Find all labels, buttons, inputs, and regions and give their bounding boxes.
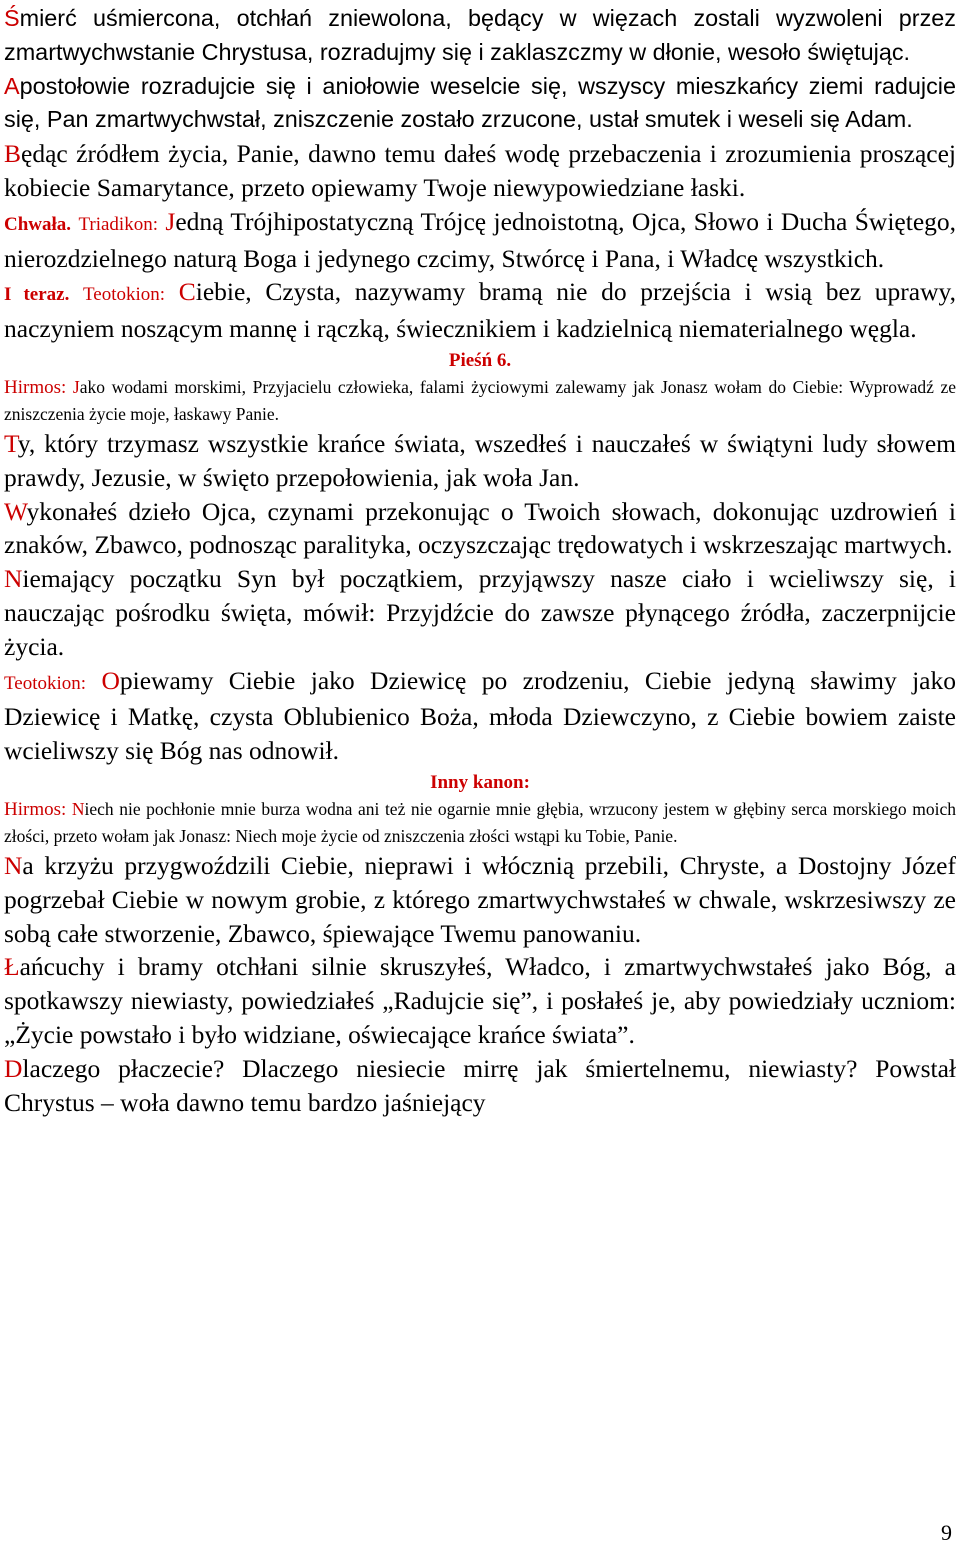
initial-letter: O bbox=[101, 665, 120, 695]
initial-letter: C bbox=[178, 277, 196, 307]
initial-letter: Ł bbox=[4, 952, 20, 982]
section-heading-ode-6: Pieśń 6. bbox=[448, 349, 512, 371]
paragraph-text: mierć uśmiercona, otchłań zniewolona, będący w więzach zostali wyzwoleni przez zmartwychwstanie Chrystusa, rozradujmy się i zaklaszczmy w dłonie, wesoło świętując. bbox=[4, 5, 956, 65]
rubric-label: Teotokion: bbox=[83, 284, 166, 306]
paragraph-text: edną Trójhipostatyczną Trójcę jednoistotną, Ojca, Słowo i Ducha Świętego, nierozdzielnego naturą Boga i jedynego czcimy, Stwórcę i Pana, i Władcę wszystkich. bbox=[4, 206, 957, 273]
paragraph-2 bbox=[4, 70, 956, 138]
paragraph-troparion-5 bbox=[4, 950, 956, 1051]
paragraph-1 bbox=[4, 2, 956, 70]
paragraph-text: iech nie pochłonie mnie burza wodna ani też nie ogarnie mnie głębia, wrzucony jestem w głębiny serca morskiego moich złości, przeto wołam jak Jonasz: Niech moje życie od zniszczenia złości wstąpi ku Tobie, Panie. bbox=[4, 798, 957, 846]
rubric-lead: Chwała. bbox=[4, 213, 72, 235]
paragraph-troparion-4 bbox=[4, 849, 956, 950]
hirmos-paragraph bbox=[4, 374, 956, 427]
initial-letter: W bbox=[4, 496, 27, 526]
section-heading-other-canon: Inny kanon: bbox=[430, 771, 530, 793]
paragraph-text: ędąc źródłem życia, Panie, dawno temu dałeś wodę przebaczenia i zrozumienia proszącej kobiecie Samarytance, przeto opiewamy Twoje niewypowiedziane łaski. bbox=[4, 139, 956, 202]
initial-letter: A bbox=[4, 72, 20, 99]
page-number: 9 bbox=[941, 1520, 952, 1545]
paragraph-text: y, który trzymasz wszystkie krańce świata, wszedłeś i nauczałeś w świątyni ludy słowem prawdy, Jezusie, w święto przepołowienia, jak woła Jan. bbox=[4, 428, 956, 492]
paragraph-text: ako wodami morskimi, Przyjacielu człowieka, falami życiowymi zalewamy jak Jonasz wołam do Ciebie: Wyprowadź ze zniszczenia życie moje, łaskawy Panie. bbox=[4, 376, 956, 424]
paragraph-text: laczego płaczecie? Dlaczego niesiecie mirrę jak śmiertelnemu, niewiasty? Powstał Chrystus – woła dawno temu bardzo jaśniejący bbox=[4, 1053, 956, 1117]
initial-letter: Ś bbox=[4, 5, 20, 31]
paragraph-text: ańcuchy i bramy otchłani silnie skruszyłeś, Władco, i zmartwychwstałeś jako Bóg, a spotkawszy niewiasty, powiedziałeś „Radujcie się”, i posłałeś je, aby powiedziały uczniom: „Życie powstało i było widziane, oświecające krańce świata”. bbox=[4, 952, 956, 1049]
initial-letter: B bbox=[4, 139, 22, 169]
initial-letter: N bbox=[4, 850, 23, 880]
paragraph-troparion-2 bbox=[4, 495, 956, 563]
paragraph-troparion-1 bbox=[4, 427, 956, 495]
initial-letter: J bbox=[165, 206, 176, 236]
paragraph-text: postołowie rozradujcie się i aniołowie weselcie się, wszyscy mieszkańcy ziemi radujcie się, Pan zmartwychwstał, zniszczenie zostało zrzucone, ustał smutek i weseli się Adam. bbox=[4, 72, 956, 133]
initial-letter: N bbox=[4, 564, 23, 594]
initial-letter: N bbox=[71, 798, 85, 819]
paragraph-text: ykonałeś dzieło Ojca, czynami przekonując o Twoich słowach, dokonując uzdrowień i znaków, Zbawco, podnosząc paralityka, oczyszczając trędowatych i wskrzeszając martwych. bbox=[4, 496, 956, 560]
paragraph-text: iemający początku Syn był początkiem, przyjąwszy nasze ciało i wcieliwszy się, i nauczając pośrodku święta, mówił: Przyjdźcie do zawsze płynącego źródła, zaczerpnijcie życia. bbox=[4, 564, 956, 661]
initial-letter: J bbox=[72, 376, 80, 397]
paragraph-text: iebie, Czysta, nazywamy bramą nie do przejścia i wsią bez uprawy, naczyniem noszącym mannę i rączką, świecznikiem i kadzielnicą niematerialnego węgla. bbox=[4, 277, 956, 344]
rubric-label: Hirmos: bbox=[4, 798, 67, 820]
paragraph-3 bbox=[4, 137, 956, 205]
paragraph-troparion-3 bbox=[4, 562, 956, 663]
rubric-lead: I teraz. bbox=[4, 284, 70, 306]
hirmos-paragraph bbox=[4, 796, 956, 849]
rubric-label: Teotokion: bbox=[4, 672, 87, 694]
initial-letter: T bbox=[4, 428, 18, 458]
rubric-label: Triadikon: bbox=[78, 213, 158, 235]
paragraph-text: piewamy Ciebie jako Dziewicę po zrodzeniu, Ciebie jedyną sławimy jako Dziewicę i Matkę, czysta Oblubienico Boża, młoda Dziewczyno, z Ciebie bowiem zaiste wcieliwszy się Bóg nas odnowił. bbox=[4, 665, 956, 766]
rubric-label: Hirmos: bbox=[4, 376, 67, 398]
teotokion-paragraph bbox=[4, 275, 956, 346]
initial-letter: D bbox=[4, 1053, 23, 1083]
paragraph-text: a krzyżu przygwoździli Ciebie, nieprawi i włócznią przebili, Chryste, a Dostojny Józef pogrzebał Ciebie w nowym grobie, z którego zmartwychwstałeś w chwale, wskrzesiwszy ze sobą całe stworzenie, Zbawco, śpiewające Twemu panowaniu. bbox=[4, 850, 956, 948]
teotokion-paragraph bbox=[4, 664, 956, 768]
triadikon-paragraph bbox=[4, 205, 956, 276]
paragraph-troparion-6 bbox=[4, 1052, 956, 1120]
